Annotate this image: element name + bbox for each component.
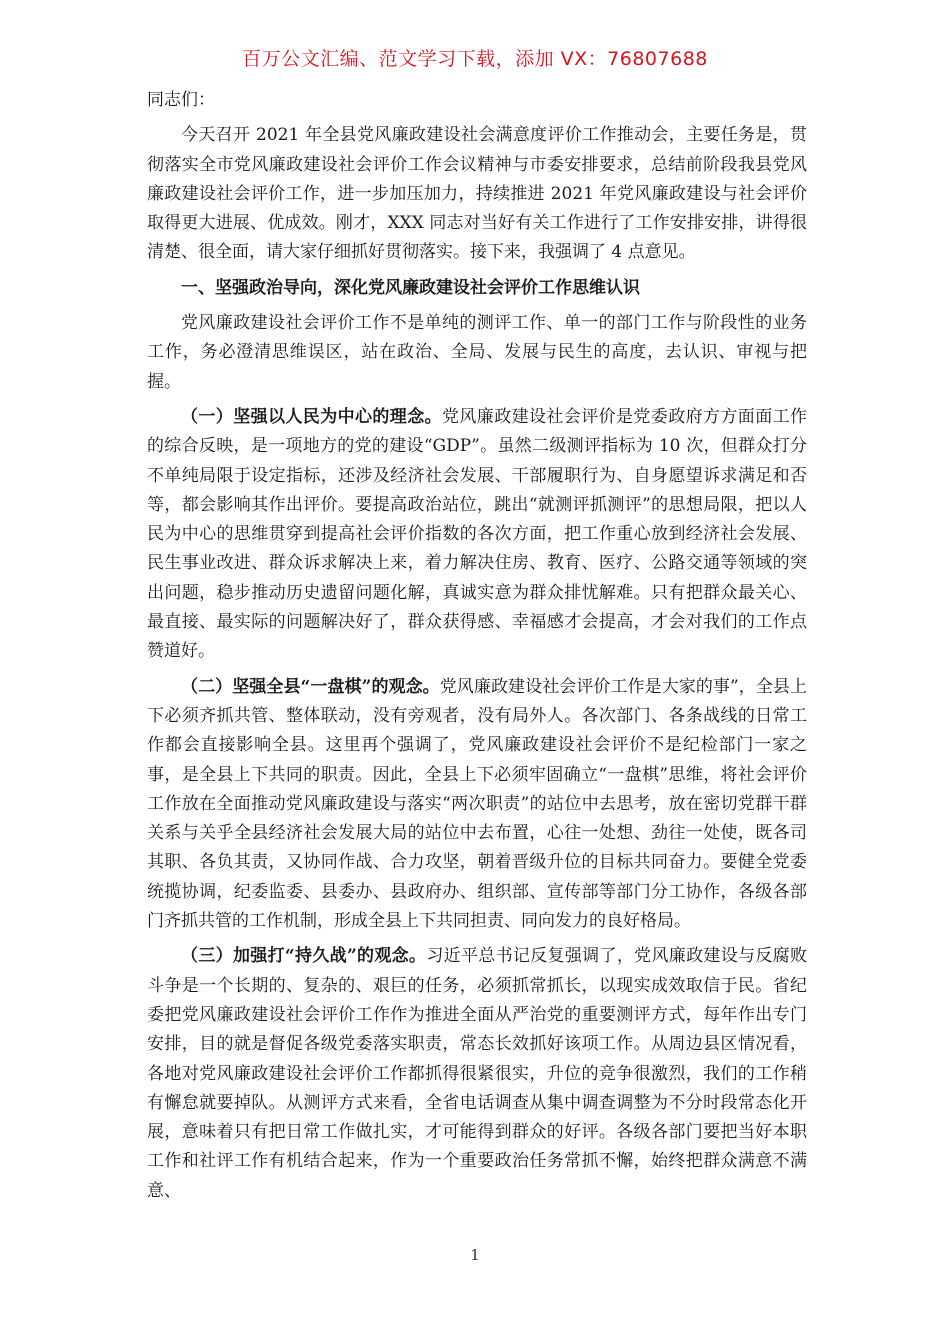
- page-number: 1: [470, 1246, 480, 1264]
- item-paragraph-2: [147, 673, 807, 937]
- item-lead-1: （一）坚强以人民为中心的理念。: [181, 406, 442, 427]
- intro-paragraph: 今天召开 2021 年全县党风廉政建设社会满意度评价工作推动会，主要任务是，贯彻落实全市党风廉政建设社会评价工作会议精神与市委安排要求，总结前阶段我县党风廉政建设社会评价工作，进一步加压加力，持续推进 2021 年党风廉政建设与社会评价取得更大进展、优成效。刚才，XXX 同志对当好有关工作进行了工作安排安排，讲得很清楚、很全面，请大家仔细抓好贯彻落实。接下来，我强调了 4 点意见。: [147, 125, 807, 263]
- section-heading: 一、坚强政治导向，深化党风廉政建设社会评价工作思维认识: [181, 277, 640, 298]
- salutation: 同志们：: [147, 90, 215, 110]
- item-lead-3: （三）加强打“持久战”的观念。: [181, 946, 427, 967]
- item-paragraph-1: [147, 403, 807, 667]
- item-body-2: 党风廉政建设社会评价工作是大家的事”，全县上下必须齐抓共管、整体联动，没有旁观者，没有局外人。各次部门、各条战线的日常工作都会直接影响全县。这里再个强调了，党风廉政建设社会评价不是纪检部门一家之事，是全县上下共同的职责。因此，全县上下必须牢固确立“一盘棋”思维，将社会评价工作放在全面推动党风廉政建设与落实“两次职责”的站位中去思考，放在密切党群干群关系与关乎全县经济社会发展大局的站位中去布置，心往一处想、劲往一处使，既各司其职、各负其责，又协同作战、合力攻坚，朝着晋级升位的目标共同奋力。要健全党委统揽协调，纪委监委、县委办、县政府办、组织部、宣传部等部门分工协作，各级各部门齐抓共管的工作机制，形成全县上下共同担责、同向发力的良好格局。: [147, 676, 807, 932]
- section-intro-paragraph: 党风廉政建设社会评价工作不是单纯的测评工作、单一的部门工作与阶段性的业务工作，务必澄清思维误区，站在政治、全局、发展与民生的高度，去认识、审视与把握。: [147, 313, 807, 392]
- item-lead-2: （二）坚强全县“一盘棋”的观念。: [181, 676, 440, 697]
- document-body: [147, 86, 807, 1212]
- item-body-3: 习近平总书记反复强调了，党风廉政建设与反腐败斗争是一个长期的、复杂的、艰巨的任务，必须抓常抓长，以现实成效取信于民。省纪委把党风廉政建设社会评价工作作为推进全面从严治党的重要测评方式，每年作出专门安排，目的就是督促各级党委落实职责，常态长效抓好该项工作。从周边县区情况看，各地对党风廉政建设社会评价工作都抓得很紧很实，升位的竞争很激烈，我们的工作稍有懈怠就要掉队。从测评方式来看，全省电话调查从集中调查调整为不分时段常态化开展，意味着只有把日常工作做扎实，才可能得到群众的好评。各级各部门要把当好本职工作和社评工作有机结合起来，作为一个重要政治任务常抓不懈，始终把群众满意不满意、: [147, 946, 807, 1201]
- item-paragraph-3: [147, 942, 807, 1206]
- header-banner: 百万公文汇编、范文学习下载，添加 VX：76807688: [242, 48, 708, 70]
- item-body-1: 党风廉政建设社会评价是党委政府方方面面工作的综合反映，是一项地方的党的建设“GDP”。虽然二级测评指标为 10 次，但群众打分不单纯局限于设定指标，还涉及经济社会发展、干部履职行为、自身愿望诉求满足和否等，都会影响其作出评价。要提高政治站位，跳出“就测评抓测评”的思想局限，把以人民为中心的思维贯穿到提高社会评价指数的各次方面，把工作重心放到经济社会发展、民生事业改进、群众诉求解决上来，着力解决住房、教育、医疗、公路交通等领域的突出问题，稳步推动历史遗留问题化解，真诚实意为群众排忧解难。只有把群众最关心、最直接、最实际的问题解决好了，群众获得感、幸福感才会提高，才会对我们的工作点赞道好。: [147, 406, 807, 662]
